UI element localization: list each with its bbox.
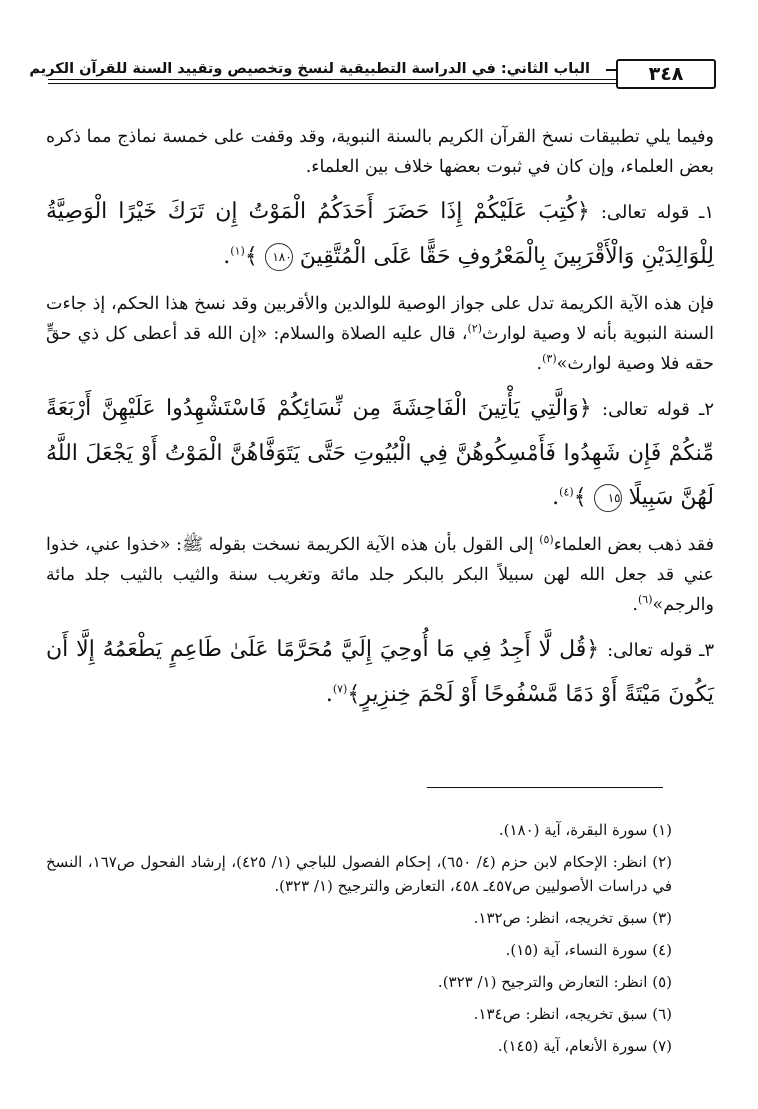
- running-header: [29, 57, 716, 91]
- footnote: (٦) سبق تخريجه، انظر: ص١٣٤.: [473, 1005, 672, 1023]
- header-rule: [48, 83, 638, 84]
- footnote: (٤) سورة النساء، آية (١٥).: [505, 941, 672, 959]
- example-3-verse: [46, 628, 714, 717]
- footnote-ref: (٤): [559, 485, 574, 499]
- comment-text: فقد ذهب بعض العلماء: [553, 535, 714, 555]
- example-1-verse: ١ـ قوله تعالى: ﴿كُتِبَ عَلَيْكُمْ إِذَا حَضَرَ أَحَدَكُمُ الْمَوْتُ إِن تَرَكَ خَيْرًا الْوَصِيَّةُ لِلْوَالِدَيْنِ وَالْأَقْرَبِينَ بِالْمَعْرُوفِ حَقًّا عَلَى الْمُتَّقِينَ ١٨٠ ﴾$^{(١)}$.: [46, 199, 714, 269]
- verse-close-bracket: ﴾: [244, 244, 258, 269]
- quran-verse: ﴿قُل لَّا أَجِدُ فِي مَا أُوحِيَ إِلَيَّ مُحَرَّمًا عَلَىٰ طَاعِمٍ يَطْعَمُهُ إِلَّا أَن يَكُونَ مَيْتَةً أَوْ دَمًا مَّسْفُوحًا أَوْ لَحْمَ خِنزِيرٍ﴾: [46, 637, 714, 707]
- intro-paragraph: وفيما يلي تطبيقات نسخ القرآن الكريم بالسنة النبوية، وقد وقفت على خمسة نماذج مما ذكره بعض العلماء، وإن كان في ثبوت بعضها خلاف بين العلماء.: [46, 127, 714, 177]
- verse-close-bracket: ﴾: [573, 485, 587, 510]
- ayah-number-marker: ١٨٠: [265, 243, 293, 271]
- footnote: (٧) سورة الأنعام، آية (١٤٥).: [497, 1037, 672, 1055]
- quran-verse: ﴿وَالَّتِي يَأْتِينَ الْفَاحِشَةَ مِن نِّسَائِكُمْ فَاسْتَشْهِدُوا عَلَيْهِنَّ أَرْبَعَةً مِّنكُمْ فَإِن شَهِدُوا فَأَمْسِكُوهُنَّ فِي الْبُيُوتِ حَتَّى يَتَوَفَّاهُنَّ الْمَوْتُ أَوْ يَجْعَلَ اللَّهُ لَهُنَّ سَبِيلًا: [46, 396, 714, 510]
- punctuation: .: [632, 595, 638, 615]
- footnote-ref: (٥): [539, 533, 554, 547]
- footnote-ref: (٦): [638, 593, 653, 607]
- page-number: ٣٤٨: [616, 59, 716, 89]
- header-rule: [48, 79, 638, 80]
- header-title: الباب الثاني: في الدراسة التطبيقية لنسخ وتخصيص وتقييد السنة للقرآن الكريم: [23, 61, 596, 77]
- example-1-comment: [46, 289, 714, 379]
- example-1-lead: ١ـ قوله تعالى:: [600, 202, 714, 223]
- hadith-text: ، قال عليه الصلاة والسلام: «إن الله قد أعطى كل ذي حقٍّ حقه فلا وصية لوارث»: [46, 324, 714, 374]
- comment-text: فإن هذه الآية الكريمة تدل على جواز الوصية للوالدين والأقربين وقد نسخ هذا الحكم، إذ جاءت السنة النبوية بأنه لا وصية لوارث: [46, 294, 714, 344]
- footnotes: [46, 818, 672, 1066]
- footnote: (٥) انظر: التعارض والترجيح (١/ ٣٢٣).: [437, 973, 672, 991]
- example-2-verse: ٢ـ قوله تعالى: ﴿وَالَّتِي يَأْتِينَ الْفَاحِشَةَ مِن نِّسَائِكُمْ فَاسْتَشْهِدُوا عَلَيْهِنَّ أَرْبَعَةً مِّنكُمْ فَإِن شَهِدُوا فَأَمْسِكُوهُنَّ فِي الْبُيُوتِ حَتَّى يَتَوَفَّاهُنَّ الْمَوْتُ أَوْ يَجْعَلَ اللَّهُ لَهُنَّ سَبِيلًا ١٥ ﴾$^{(٤)}$.: [46, 396, 714, 510]
- ayah-number-marker: ١٥: [594, 484, 622, 512]
- footnote-ref: (٣): [542, 352, 557, 366]
- hadith-text: إلى القول بأن هذه الآية الكريمة نسخت بقوله ﷺ: «خذوا عني، خذوا عني قد جعل الله لهن سبيلاً البكر بالبكر جلد مائة وتغريب سنة والثيب بالثيب جلد مائة والرجم»: [46, 535, 714, 615]
- example-2-lead: ٢ـ قوله تعالى:: [602, 399, 714, 420]
- punctuation: .: [325, 682, 333, 707]
- footnote-ref: (٧): [332, 682, 348, 696]
- quran-verse: ﴿كُتِبَ عَلَيْكُمْ إِذَا حَضَرَ أَحَدَكُمُ الْمَوْتُ إِن تَرَكَ خَيْرًا الْوَصِيَّةُ لِلْوَالِدَيْنِ وَالْأَقْرَبِينَ بِالْمَعْرُوفِ حَقًّا عَلَى الْمُتَّقِينَ: [46, 199, 714, 269]
- header-ornament: [606, 69, 616, 71]
- punctuation: .: [536, 354, 543, 374]
- footnote-ref: (١): [230, 244, 245, 258]
- main-text: [46, 122, 714, 727]
- footnote-ref: (٢): [467, 322, 482, 336]
- footnote: (٣) سبق تخريجه، انظر: ص١٣٢.: [473, 909, 672, 927]
- footnote-separator: [427, 787, 663, 788]
- example-3-lead: ٣ـ قوله تعالى:: [607, 640, 715, 661]
- footnote: (١) سورة البقرة، آية (١٨٠).: [498, 821, 672, 839]
- example-2-comment: [46, 530, 714, 620]
- footnote: (٢) انظر: الإحكام لابن حزم (٤/ ٦٥٠)، إحكام الفصول للباجي (١/ ٤٢٥)، إرشاد الفحول ص١٦٧، النسخ في دراسات الأصوليين ص٤٥٧ـ ٤٥٨، التعارض والترجيح (١/ ٣٢٣).: [46, 853, 672, 895]
